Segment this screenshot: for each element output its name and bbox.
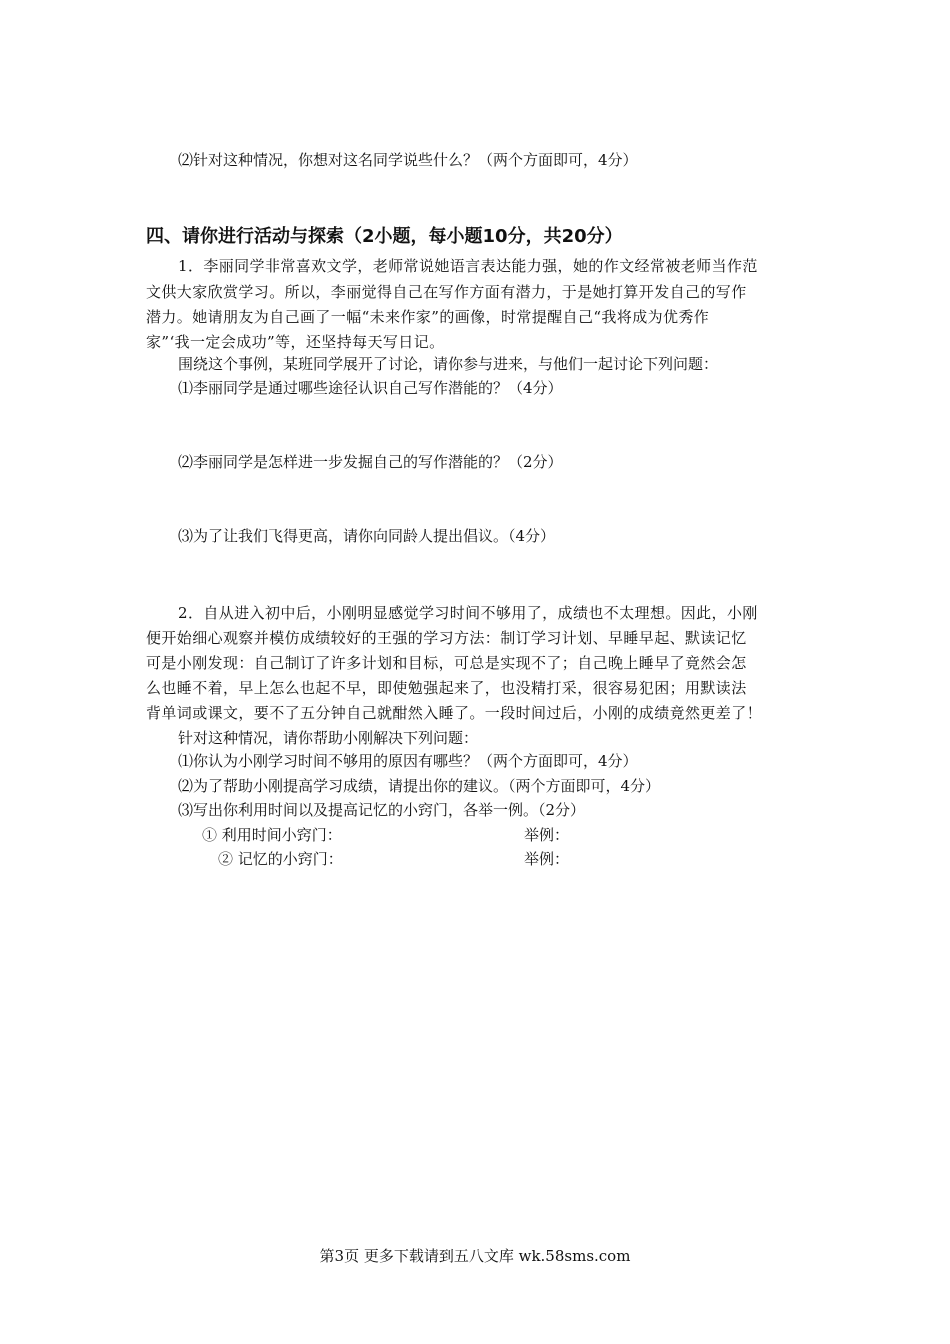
item1-intro: 围绕这个事例，某班同学展开了讨论，请你参与进来，与他们一起讨论下列问题： (178, 355, 719, 373)
item2-question-2: ⑵为了帮助小刚提高学习成绩，请提出你的建议。（两个方面即可，4分） (178, 777, 661, 795)
paragraph-line: 可是小刚发现：自己制订了许多计划和目标，可总是实现不了；自己晚上睡早了竟然会怎 (146, 654, 747, 672)
section3-question-2: ⑵针对这种情况，你想对这名同学说些什么？（两个方面即可，4分） (178, 151, 638, 169)
tip-time-example: 举例： (524, 826, 570, 844)
item2-question-1: ⑴你认为小刚学习时间不够用的原因有哪些？（两个方面即可，4分） (178, 752, 638, 770)
paragraph-line: 背单词或课文，要不了五分钟自己就酣然入睡了。一段时间过后，小刚的成绩竟然更差了！ (146, 704, 763, 722)
item2-question-3: ⑶写出你利用时间以及提高记忆的小窍门，各举一例。（2分） (178, 801, 586, 819)
item2-intro: 针对这种情况，请你帮助小刚解决下列问题： (178, 729, 479, 747)
item1-question-2: ⑵李丽同学是怎样进一步发掘自己的写作潜能的？（2分） (178, 453, 563, 471)
paragraph-line: 潜力。她请朋友为自己画了一幅“未来作家”的画像，时常提醒自己“我将成为优秀作 (146, 308, 710, 326)
paragraph-line: 便开始细心观察并模仿成绩较好的王强的学习方法：制订学习计划、早睡早起、默读记忆 (146, 629, 747, 647)
paragraph-line: 么也睡不着，早上怎么也起不早，即使勉强起来了，也没精打采，很容易犯困；用默读法 (146, 679, 747, 697)
section4-heading: 四、请你进行活动与探索（2小题，每小题10分，共20分） (146, 226, 623, 247)
page-footer: 第3页 更多下载请到五八文库 wk.58sms.com (319, 1247, 631, 1265)
tip-time-label: ① 利用时间小窍门： (202, 826, 342, 844)
tip-memory-label: ② 记忆的小窍门： (218, 850, 343, 868)
paragraph-line: 家”‘我一定会成功”等，还坚持每天写日记。 (146, 333, 445, 351)
paragraph-line: 文供大家欣赏学习。所以，李丽觉得自己在写作方面有潜力，于是她打算开发自己的写作 (146, 283, 747, 301)
item1-question-1: ⑴李丽同学是通过哪些途径认识自己写作潜能的？（4分） (178, 379, 563, 397)
paragraph-line: 2．自从进入初中后，小刚明显感觉学习时间不够用了，成绩也不太理想。因此，小刚 (178, 604, 758, 622)
paragraph-line: 1．李丽同学非常喜欢文学，老师常说她语言表达能力强，她的作文经常被老师当作范 (178, 257, 758, 275)
item1-question-3: ⑶为了让我们飞得更高，请你向同龄人提出倡议。（4分） (178, 527, 556, 545)
tip-memory-example: 举例： (524, 850, 570, 868)
